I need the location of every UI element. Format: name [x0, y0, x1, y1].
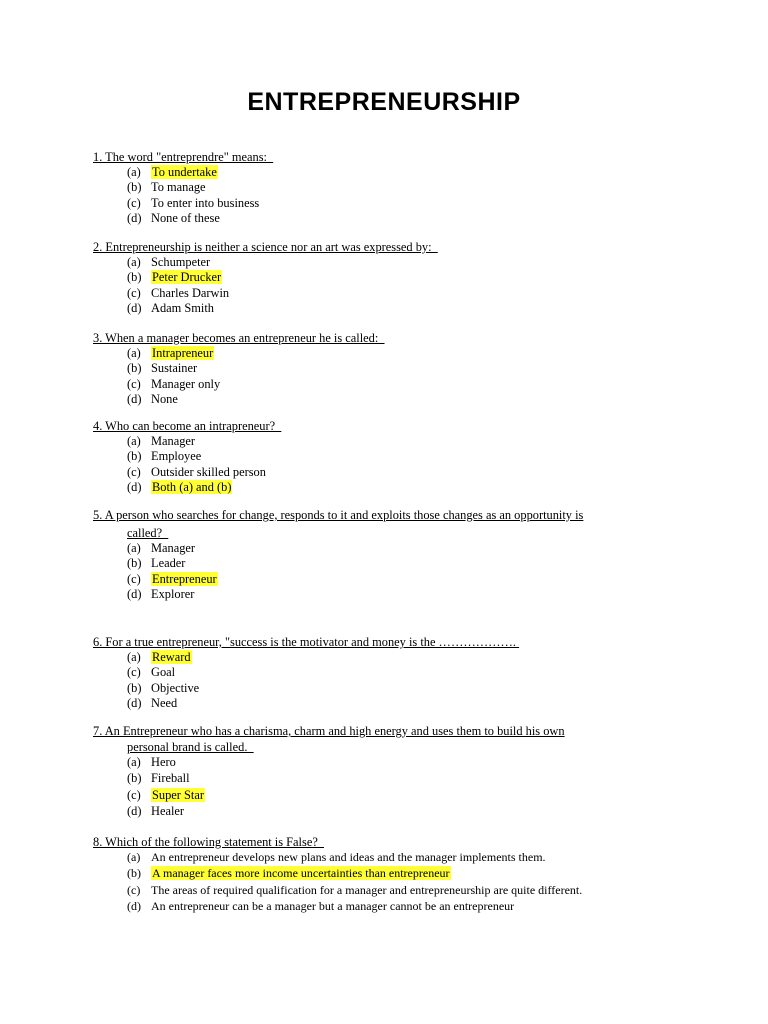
option-c[interactable]	[93, 465, 675, 480]
option-c[interactable]	[93, 572, 675, 587]
option-d[interactable]	[93, 696, 675, 711]
option-a[interactable]	[93, 755, 675, 770]
option-label: (a)	[127, 541, 141, 555]
question-2	[93, 239, 675, 317]
option-label: (c)	[127, 571, 141, 586]
question-3	[93, 330, 675, 408]
option-text-answer: A manager faces more income uncertainties than entrepreneur	[152, 866, 450, 881]
question-text: 2. Entrepreneurship is neither a science nor an art was expressed by:	[93, 240, 438, 254]
option-text: Explorer	[151, 587, 195, 602]
option-label: (c)	[127, 464, 141, 479]
option-label: (b)	[127, 270, 142, 285]
option-label: (d)	[127, 480, 142, 495]
option-c[interactable]	[93, 665, 675, 680]
option-b[interactable]	[93, 770, 675, 787]
option-b[interactable]	[93, 180, 675, 195]
option-a[interactable]	[93, 541, 675, 556]
option-b[interactable]	[93, 449, 675, 464]
option-text: To enter into business	[151, 195, 260, 210]
option-d[interactable]	[93, 392, 675, 407]
option-label: (c)	[127, 285, 141, 300]
option-text: None	[151, 392, 178, 407]
option-text: None of these	[151, 211, 220, 226]
option-d[interactable]	[93, 587, 675, 602]
option-text: Schumpeter	[151, 255, 211, 269]
option-label: (a)	[127, 434, 141, 448]
option-b[interactable]	[93, 270, 675, 285]
option-label: (b)	[127, 680, 142, 695]
question-4	[93, 418, 675, 496]
option-text: Objective	[151, 680, 200, 695]
option-text: An entrepreneur develops new plans and ideas and the manager implements them.	[151, 850, 546, 864]
option-b[interactable]	[93, 556, 675, 571]
question-6	[93, 634, 675, 712]
option-label: (c)	[127, 195, 141, 210]
option-label: (d)	[127, 696, 142, 711]
option-label: (a)	[127, 650, 141, 664]
option-d[interactable]	[93, 899, 675, 914]
option-c[interactable]	[93, 377, 675, 392]
option-d[interactable]	[93, 301, 675, 316]
option-text: To manage	[151, 180, 206, 195]
option-list	[93, 650, 675, 712]
option-text-answer: Peter Drucker	[152, 270, 222, 285]
option-label: (b)	[127, 361, 142, 376]
option-c[interactable]	[93, 787, 675, 804]
question-text: 8. Which of the following statement is False?	[93, 835, 325, 849]
option-text: Charles Darwin	[151, 285, 230, 300]
question-1	[93, 149, 675, 227]
option-text: Employee	[151, 449, 202, 464]
option-b[interactable]	[93, 361, 675, 376]
question-text	[93, 723, 675, 755]
option-list	[93, 755, 675, 820]
question-text-line-1: 5. A person who searches for change, responds to it and exploits those changes as an opportunity is	[93, 508, 584, 522]
question-5	[93, 507, 675, 603]
option-list	[93, 434, 675, 496]
option-label: (b)	[127, 771, 142, 786]
option-text: Leader	[151, 556, 186, 571]
option-label: (b)	[127, 556, 142, 571]
option-text: Outsider skilled person	[151, 464, 266, 479]
question-text-line-2: personal brand is called.	[127, 740, 254, 754]
option-label: (a)	[127, 346, 141, 360]
option-c[interactable]	[93, 882, 675, 899]
question-7	[93, 723, 675, 820]
question-text: 4. Who can become an intrapreneur?	[93, 419, 282, 433]
option-d[interactable]	[93, 480, 675, 495]
question-text: 1. The word "entreprendre" means:	[93, 150, 274, 164]
option-list	[93, 255, 675, 317]
option-text-answer: Reward	[152, 650, 191, 664]
option-list	[93, 541, 675, 603]
option-text: Manager	[151, 434, 196, 448]
option-label: (b)	[127, 180, 142, 195]
question-text-line-1: 7. An Entrepreneur who has a charisma, charm and high energy and uses them to build his own	[93, 724, 565, 738]
option-list	[93, 165, 675, 227]
option-a[interactable]	[93, 346, 675, 361]
option-label: (c)	[127, 788, 141, 803]
option-a[interactable]	[93, 165, 675, 180]
question-text: 3. When a manager becomes an entrepreneur he is called:	[93, 331, 385, 345]
question-text: 6. For a true entrepreneur, "success is the motivator and money is the ……………….	[93, 635, 520, 649]
option-label: (d)	[127, 899, 141, 914]
option-label: (c)	[127, 883, 141, 898]
option-text: Need	[151, 696, 178, 711]
option-a[interactable]	[93, 255, 675, 270]
option-d[interactable]	[93, 211, 675, 226]
option-text-answer: Intrapreneur	[152, 346, 214, 360]
option-label: (a)	[127, 755, 141, 769]
option-label: (d)	[127, 587, 142, 602]
option-text: An entrepreneur can be a manager but a manager cannot be an entrepreneur	[151, 899, 515, 914]
option-label: (d)	[127, 211, 142, 226]
option-b[interactable]	[93, 681, 675, 696]
option-label: (b)	[127, 449, 142, 464]
option-b[interactable]	[93, 865, 675, 882]
option-list	[93, 850, 675, 915]
option-text: Healer	[151, 804, 185, 819]
option-label: (d)	[127, 301, 142, 316]
option-text: Adam Smith	[151, 301, 214, 316]
option-list	[93, 346, 675, 408]
option-text: The areas of required qualification for a manager and entrepreneurship are quite different.	[151, 883, 583, 898]
option-text: Fireball	[151, 771, 190, 786]
option-text-answer: Entrepreneur	[152, 571, 217, 586]
option-text: Manager only	[151, 376, 221, 391]
question-text	[93, 507, 675, 541]
option-text: Manager	[151, 541, 196, 555]
option-text-answer: Super Star	[152, 788, 204, 803]
option-a[interactable]	[93, 650, 675, 665]
question-8	[93, 834, 675, 915]
page-title: ENTREPRENEURSHIP	[247, 88, 521, 116]
option-c[interactable]	[93, 196, 675, 211]
option-label: (a)	[127, 850, 141, 864]
option-label: (a)	[127, 255, 141, 269]
option-text: Hero	[151, 755, 176, 769]
option-text: Sustainer	[151, 361, 198, 376]
option-label: (d)	[127, 392, 142, 407]
option-label: (d)	[127, 804, 142, 819]
option-d[interactable]	[93, 804, 675, 819]
option-label: (a)	[127, 165, 141, 179]
option-c[interactable]	[93, 286, 675, 301]
option-label: (c)	[127, 376, 141, 391]
option-label: (c)	[127, 665, 141, 680]
option-text-answer: Both (a) and (b)	[152, 480, 232, 495]
option-label: (b)	[127, 866, 141, 881]
option-a[interactable]	[93, 434, 675, 449]
question-text-line-2: called?	[127, 526, 169, 540]
option-text-answer: To undertake	[152, 165, 217, 179]
option-text: Goal	[151, 665, 176, 680]
option-a[interactable]	[93, 850, 675, 865]
